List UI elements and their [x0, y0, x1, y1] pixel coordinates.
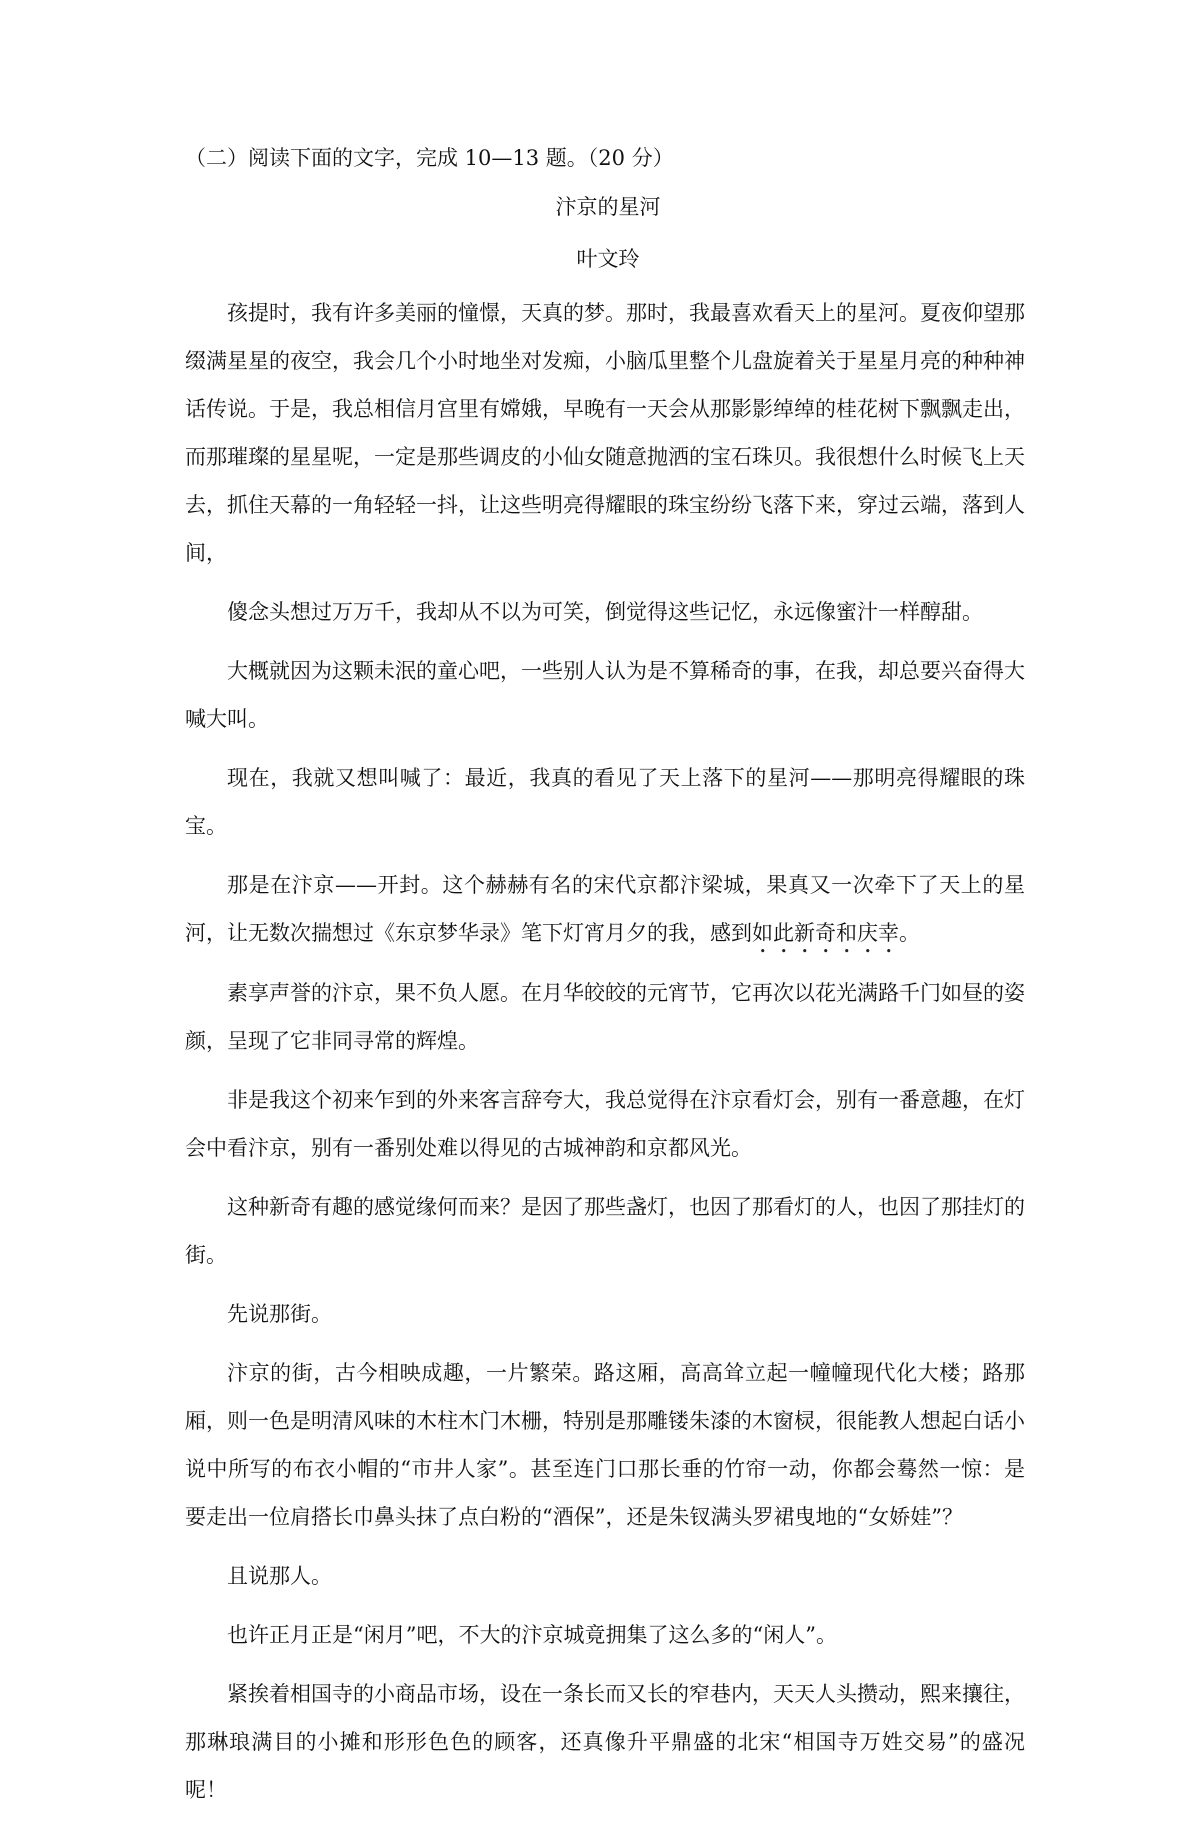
paragraph: 先说那街。: [227, 1302, 332, 1326]
paragraph-text: 。: [899, 921, 920, 945]
question-heading: （二）阅读下面的文字，完成 10—13 题。（20 分）: [185, 146, 674, 170]
article-author: 叶文玲: [576, 247, 640, 271]
paragraph: 这种新奇有趣的感觉缘何而来？是因了那些盏灯，也因了那看灯的人，也因了那挂灯的街。: [185, 1195, 1025, 1267]
article-title: 汴京的星河: [555, 195, 661, 219]
paragraph: 汴京的街，古今相映成趣，一片繁荣。路这厢，高高耸立起一幢幢现代化大楼；路那厢，则一色是明清风味的木柱木门木栅，特别是那雕镂朱漆的木窗棂，很能教人想起白话小说中所写的布衣小帽的“市井人家”。甚至连门口那长垂的竹帘一动，你都会蓦然一惊：是要走出一位肩搭长巾鼻头抹了点白粉的“酒保”，还是朱钗满头罗裙曳地的“女娇娃”？: [185, 1361, 1025, 1529]
emphasized-phrase: 如此新奇和庆幸: [752, 921, 899, 945]
paragraph: 孩提时，我有许多美丽的憧憬，天真的梦。那时，我最喜欢看天上的星河。夏夜仰望那缀满星星的夜空，我会几个小时地坐对发痴，小脑瓜里整个儿盘旋着关于星星月亮的种种神话传说。于是，我总相信月宫里有嫦娥，早晚有一天会从那影影绰绰的桂花树下飘飘走出，而那璀璨的星星呢，一定是那些调皮的小仙女随意抛洒的宝石珠贝。我很想什么时候飞上天去，抓住天幕的一角轻轻一抖，让这些明亮得耀眼的珠宝纷纷飞落下来，穿过云端，落到人间，: [185, 301, 1025, 565]
paragraph: 傻念头想过万万千，我却从不以为可笑，倒觉得这些记忆，永远像蜜汁一样醇甜。: [227, 600, 983, 624]
paragraph: 且说那人。: [227, 1564, 332, 1588]
paragraph: 素享声誉的汴京，果不负人愿。在月华皎皎的元宵节，它再次以花光满路千门如昼的姿颜，呈现了它非同寻常的辉煌。: [185, 981, 1025, 1053]
paragraph-with-emphasis: [185, 861, 1025, 958]
paragraph: 紧挨着相国寺的小商品市场，设在一条长而又长的窄巷内，天天人头攒动，熙来攘往，那琳琅满目的小摊和形形色色的顾客，还真像升平鼎盛的北宋“相国寺万姓交易”的盛况呢！: [185, 1682, 1025, 1802]
paragraph: 大概就因为这颗未泯的童心吧，一些别人认为是不算稀奇的事，在我，却总要兴奋得大喊大叫。: [185, 659, 1025, 731]
paragraph: 非是我这个初来乍到的外来客言辞夸大，我总觉得在汴京看灯会，别有一番意趣，在灯会中看汴京，别有一番别处难以得见的古城神韵和京都风光。: [185, 1088, 1025, 1160]
paragraph: 现在，我就又想叫喊了：最近，我真的看见了天上落下的星河——那明亮得耀眼的珠宝。: [185, 766, 1025, 838]
article-body: [185, 289, 1025, 1825]
paragraph-text: 那是在汴京——开封。这个赫赫有名的宋代京都汴梁城，果真又一次牵下了天上的星河，让无数次揣想过《东京梦华录》笔下灯宵月夕的我，感到: [185, 873, 1025, 945]
paragraph: 也许正月正是“闲月”吧，不大的汴京城竟拥集了这么多的“闲人”。: [227, 1623, 837, 1647]
